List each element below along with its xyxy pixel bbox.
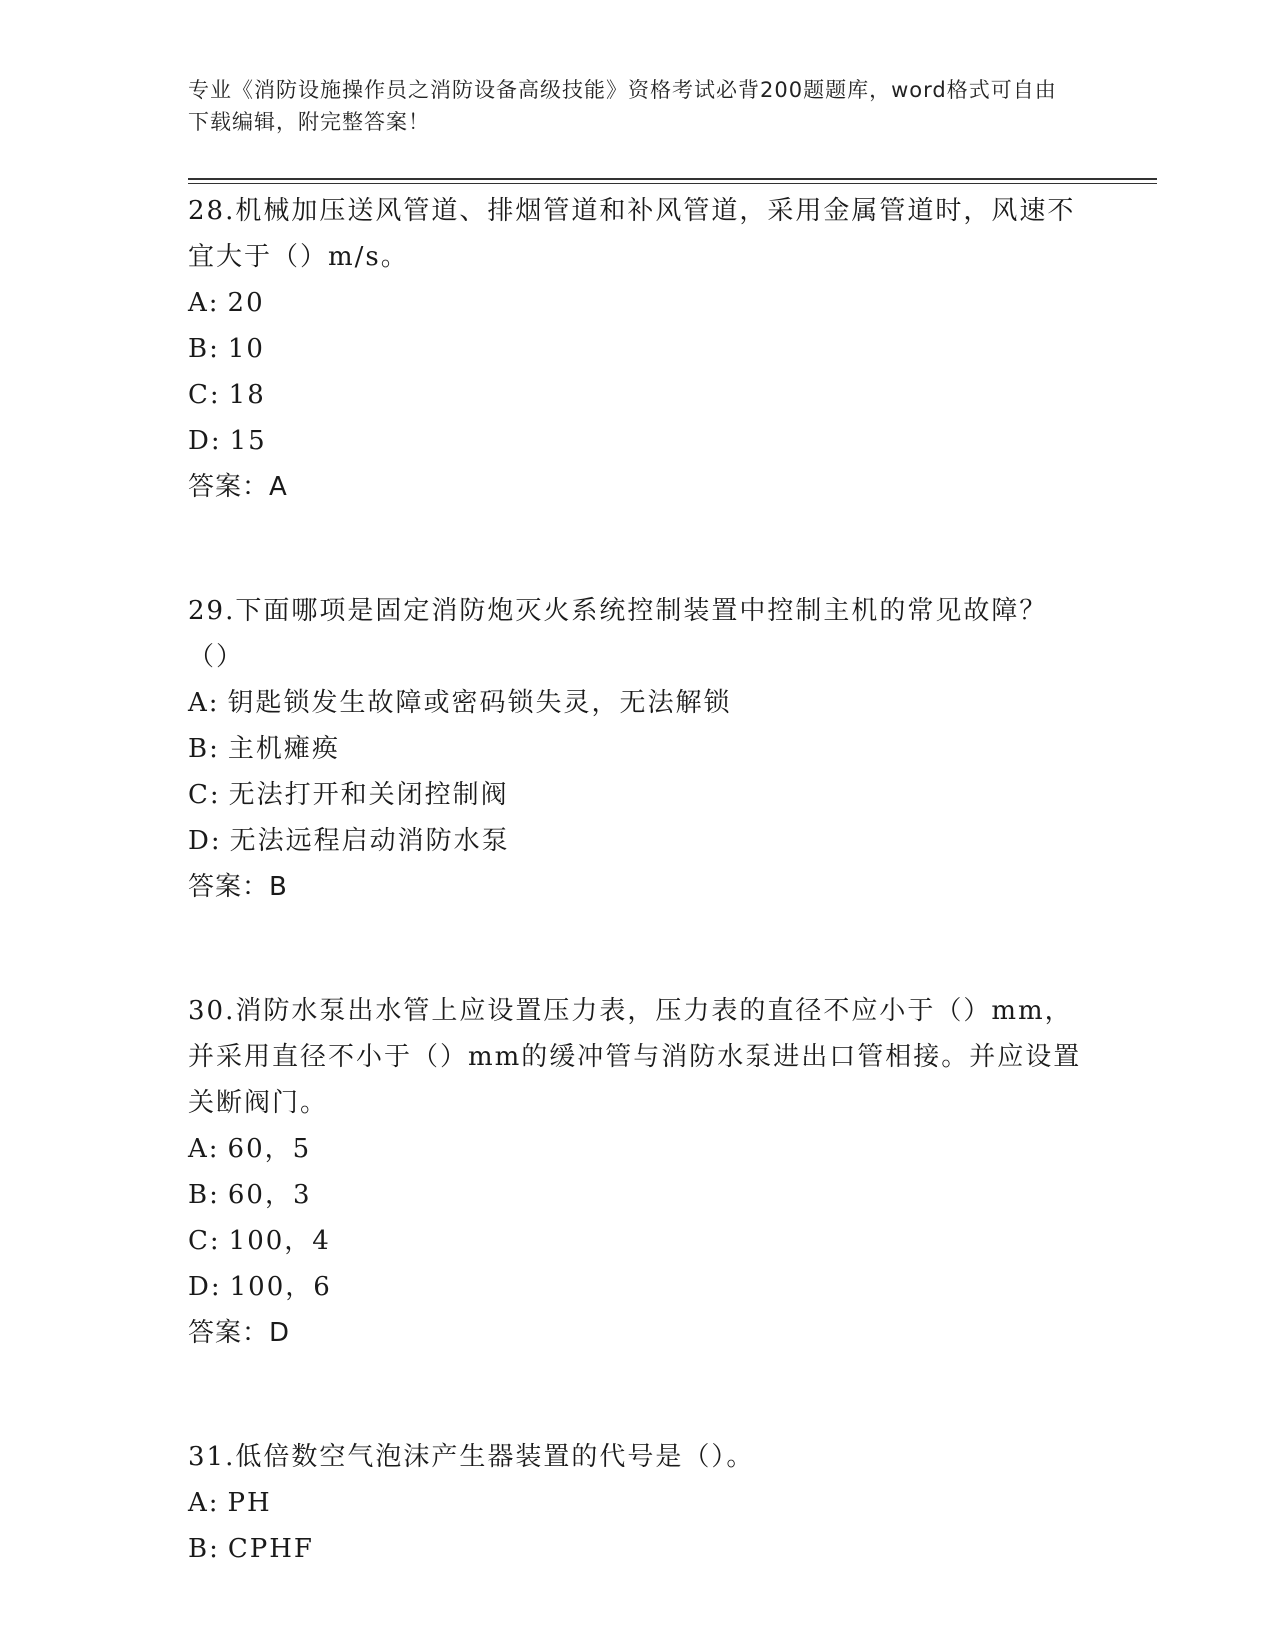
question-list [188, 188, 1088, 1572]
answer-text: 答案：A [188, 472, 288, 502]
option-letter: B: [188, 1534, 220, 1564]
option-letter: D: [188, 1272, 222, 1302]
option-letter: A: [188, 1134, 220, 1164]
option-text: 主机瘫痪 [227, 734, 340, 764]
option-letter: A: [188, 688, 220, 718]
option-c [188, 772, 1088, 818]
option-letter: D: [188, 826, 222, 856]
question-28 [188, 188, 1088, 510]
header-text: 专业《消防设施操作员之消防设备高级技能》资格考试必背200题题库，word格式可自由下载编辑，附完整答案！ [188, 78, 1057, 134]
option-d [188, 1264, 1088, 1310]
answer-text: 答案：B [188, 872, 288, 902]
answer-text: 答案：D [188, 1318, 291, 1348]
option-a [188, 280, 1088, 326]
option-b [188, 1526, 1088, 1572]
question-text: 30.消防水泵出水管上应设置压力表，压力表的直径不应小于（）mm，并采用直径不小于（）mm的缓冲管与消防水泵进出口管相接。并应设置关断阀门。 [188, 996, 1082, 1118]
option-text: 无法远程启动消防水泵 [229, 826, 510, 856]
option-letter: B: [188, 734, 220, 764]
option-text: CPHF [227, 1534, 314, 1564]
option-letter: C: [188, 380, 221, 410]
option-text: 20 [227, 288, 265, 318]
option-b [188, 326, 1088, 372]
option-a [188, 1126, 1088, 1172]
option-letter: B: [188, 334, 220, 364]
option-letter: B: [188, 1180, 220, 1210]
question-31 [188, 1434, 1088, 1572]
option-text: 10 [227, 334, 265, 364]
option-c [188, 372, 1088, 418]
option-b [188, 726, 1088, 772]
question-text: 29.下面哪项是固定消防炮灭火系统控制装置中控制主机的常见故障？（） [188, 596, 1048, 672]
question-30 [188, 988, 1088, 1356]
option-text: 100，6 [229, 1272, 332, 1302]
header-rule-thick [188, 178, 1157, 180]
option-c [188, 1218, 1088, 1264]
option-text: 100，4 [228, 1226, 331, 1256]
option-text: 无法打开和关闭控制阀 [228, 780, 509, 810]
question-29 [188, 588, 1088, 910]
option-text: 60，3 [227, 1180, 312, 1210]
option-letter: C: [188, 1226, 221, 1256]
option-a [188, 1480, 1088, 1526]
option-letter: A: [188, 288, 220, 318]
option-d [188, 418, 1088, 464]
option-a [188, 680, 1088, 726]
option-text: 钥匙锁发生故障或密码锁失灵，无法解锁 [227, 688, 732, 718]
option-letter: D: [188, 426, 222, 456]
option-letter: C: [188, 780, 221, 810]
option-text: 18 [228, 380, 266, 410]
header-rule-thin [188, 183, 1157, 184]
option-letter: A: [188, 1488, 220, 1518]
option-text: 60，5 [227, 1134, 312, 1164]
document-header [188, 74, 1068, 138]
option-b [188, 1172, 1088, 1218]
option-text: PH [227, 1488, 272, 1518]
option-text: 15 [229, 426, 267, 456]
question-text: 31.低倍数空气泡沫产生器装置的代号是（）。 [188, 1442, 755, 1472]
question-text: 28.机械加压送风管道、排烟管道和补风管道，采用金属管道时，风速不宜大于（）m/s。 [188, 196, 1076, 272]
option-d [188, 818, 1088, 864]
